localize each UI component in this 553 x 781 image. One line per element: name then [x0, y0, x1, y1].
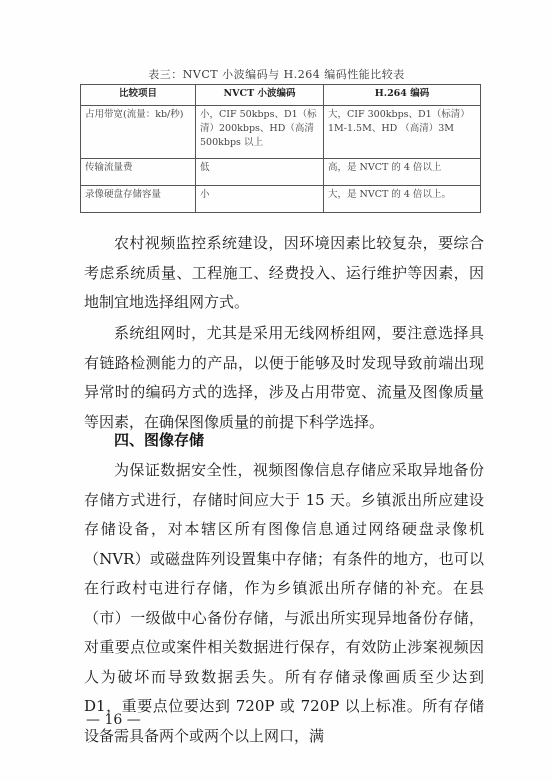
table-row: [81, 186, 481, 213]
paragraph-image-storage: [84, 456, 484, 751]
table-cell: 大，是 NVCT 的 4 倍以上。: [324, 186, 481, 213]
table-cell: 录像硬盘存储容量: [81, 186, 196, 213]
table-header-cell: H.264 编码: [324, 85, 481, 106]
table-cell: 小: [196, 186, 324, 213]
page-number: — 16 —: [86, 712, 141, 728]
table-row: [81, 106, 481, 159]
table-caption: 表三：NVCT 小波编码与 H.264 编码性能比较表: [148, 68, 405, 81]
table-row: [81, 159, 481, 186]
paragraph-network-planning: [84, 229, 484, 318]
table-cell: 大，CIF 300kbps、D1（标清）1M-1.5M、HD （高清）3M: [324, 106, 481, 159]
table-cell: 小，CIF 50kbps、D1（标清）200kbps、HD（高清 500kbps 以上: [196, 106, 324, 159]
paragraph-text: 系统组网时，尤其是采用无线网桥组网，要注意选择具有链路检测能力的产品，以便于能够及时发现导致前端出现异常时的编码方式的选择，涉及占用带宽、流量及图像质量等因素，在确保图像质量的前提下科学选择。: [84, 324, 484, 431]
table-cell: 传输流量费: [81, 159, 196, 186]
table-cell: 高，是 NVCT 的 4 倍以上: [324, 159, 481, 186]
paragraph-networking-notes: [84, 319, 484, 437]
table-header-cell: NVCT 小波编码: [196, 85, 324, 106]
table-cell: 占用带宽(流量：kb/秒): [81, 106, 196, 159]
comparison-table: [80, 84, 481, 213]
table-header-cell: 比较项目: [81, 85, 196, 106]
section-heading: 四、图像存储: [114, 431, 205, 449]
paragraph-text: 为保证数据安全性，视频图像信息存储应采取异地备份存储方式进行，存储时间应大于 15 天。乡镇派出所应建设存储设备，对本辖区所有图像信息通过网络硬盘录像机（NVR）或磁盘阵列设置集中存储；有条件的地方，也可以在行政村屯进行存储，作为乡镇派出所存储的补充。在县（市）一级做中心备份存储，与派出所实现异地备份存储，对重要点位或案件相关数据进行保存，有效防止涉案视频因人为破坏而导致数据丢失。所有存储录像画质至少达到 D1，重要点位要达到 720P 或 720P 以上标准。所有存储设备需具备两个或两个以上网口，满: [84, 461, 484, 745]
table-cell: 低: [196, 159, 324, 186]
table-header-row: [81, 85, 481, 106]
paragraph-text: 农村视频监控系统建设，因环境因素比较复杂，要综合考虑系统质量、工程施工、经费投入、运行维护等因素，因地制宜地选择组网方式。: [84, 234, 484, 311]
